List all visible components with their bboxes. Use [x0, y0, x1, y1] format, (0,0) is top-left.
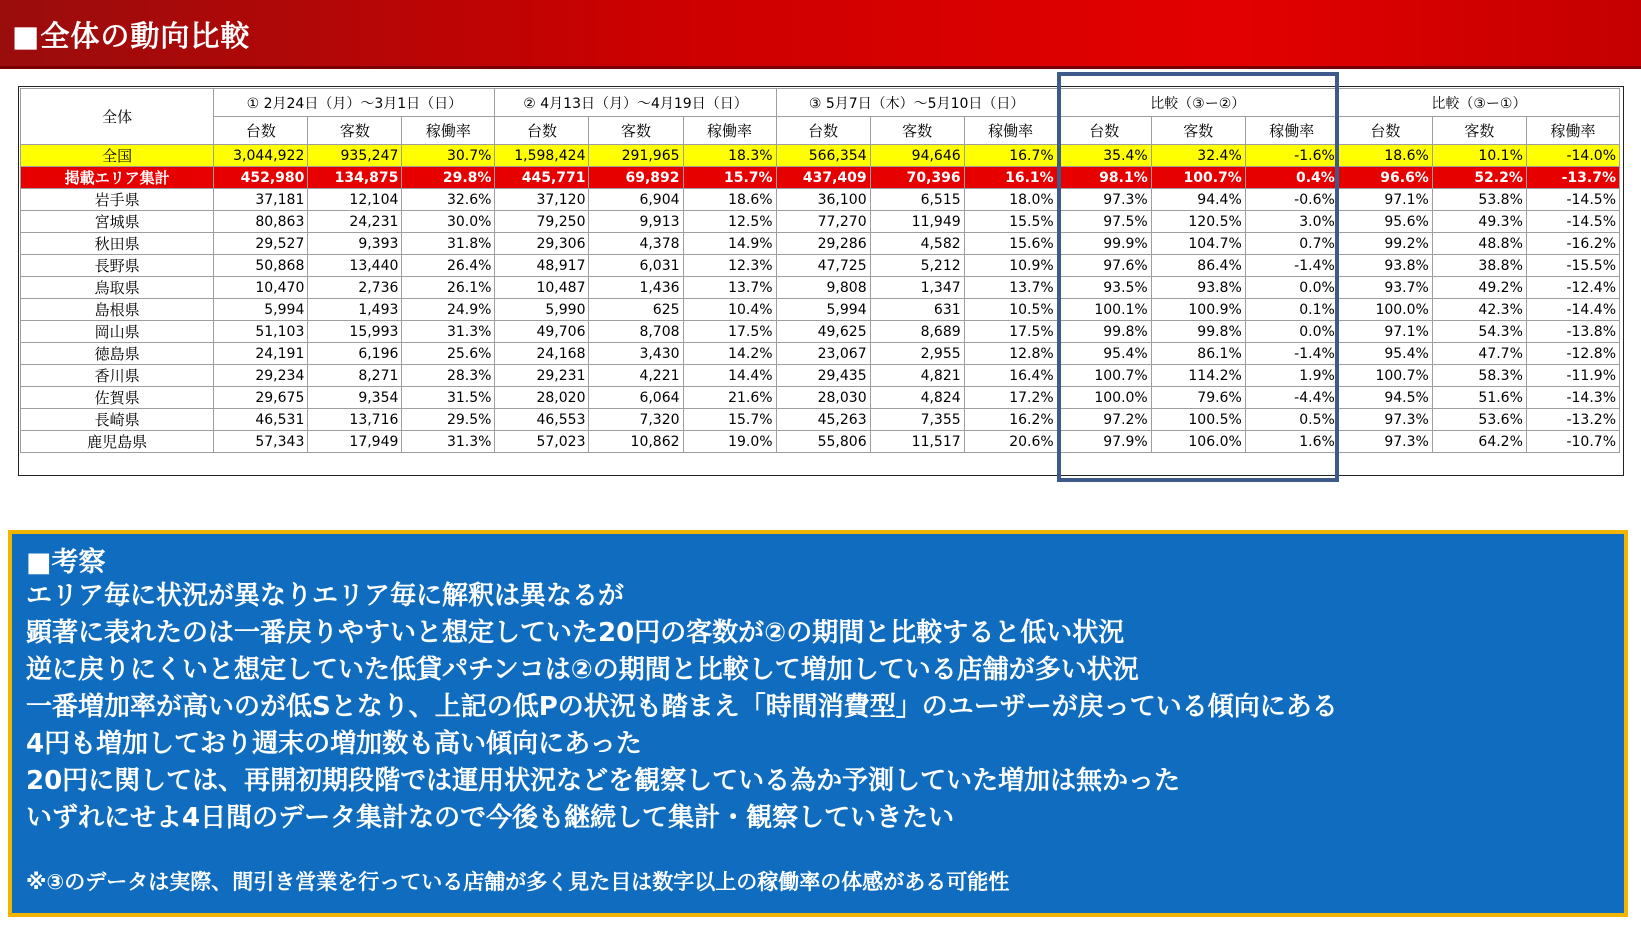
table-cell: 24,231 — [308, 211, 402, 233]
insight-line: エリア毎に状況が異なりエリア毎に解釈は異なるが — [26, 581, 625, 611]
table-cell: 93.8% — [1151, 277, 1245, 299]
column-header: 台数 — [495, 117, 589, 145]
insight-lines — [26, 578, 1338, 837]
table-cell: 99.8% — [1057, 321, 1151, 343]
table-cell: 6,515 — [870, 189, 964, 211]
table-cell: 86.4% — [1151, 255, 1245, 277]
table-cell: 21.6% — [683, 387, 776, 409]
table-cell: 9,808 — [776, 277, 870, 299]
table-row — [21, 409, 1620, 431]
table-cell: 1,493 — [308, 299, 402, 321]
row-label: 掲載エリア集計 — [21, 167, 214, 189]
table-cell: 31.8% — [402, 233, 495, 255]
table-cell: 94.5% — [1338, 387, 1432, 409]
table-cell: 97.2% — [1057, 409, 1151, 431]
table-cell: 95.6% — [1338, 211, 1432, 233]
table-cell: 17.5% — [683, 321, 776, 343]
row-label: 宮城県 — [21, 211, 214, 233]
table-cell: 26.1% — [402, 277, 495, 299]
table-cell: 15.7% — [683, 409, 776, 431]
table-cell: 18.0% — [964, 189, 1057, 211]
table-cell: 94,646 — [870, 145, 964, 167]
table-cell: 42.3% — [1432, 299, 1526, 321]
table-cell: 95.4% — [1338, 343, 1432, 365]
table-cell: 12.3% — [683, 255, 776, 277]
table-cell: 58.3% — [1432, 365, 1526, 387]
table-cell: 1.9% — [1245, 365, 1338, 387]
table-cell: 8,708 — [589, 321, 683, 343]
table-row — [21, 167, 1620, 189]
table-cell: 0.7% — [1245, 233, 1338, 255]
table-cell: 5,994 — [214, 299, 308, 321]
table-cell: 99.2% — [1338, 233, 1432, 255]
table-row — [21, 431, 1620, 453]
table-row — [21, 365, 1620, 387]
insight-line: 逆に戻りにくいと想定していた低貸パチンコは②の期間と比較して増加している店舗が多い状況 — [26, 655, 1139, 685]
table-cell: 46,531 — [214, 409, 308, 431]
table-cell: 47.7% — [1432, 343, 1526, 365]
table-cell: 12,104 — [308, 189, 402, 211]
table-cell: -11.9% — [1526, 365, 1619, 387]
table-cell: 23,067 — [776, 343, 870, 365]
column-header: 台数 — [1057, 117, 1151, 145]
table-cell: -13.2% — [1526, 409, 1619, 431]
table-cell: 97.1% — [1338, 321, 1432, 343]
table-cell: 9,393 — [308, 233, 402, 255]
table-cell: 0.0% — [1245, 277, 1338, 299]
insight-line: 一番増加率が高いのが低Sとなり、上記の低Pの状況も踏まえ「時間消費型」のユーザーが戻っている傾向にある — [26, 692, 1338, 722]
table-cell: 30.0% — [402, 211, 495, 233]
table-cell: 452,980 — [214, 167, 308, 189]
row-label: 鳥取県 — [21, 277, 214, 299]
table-cell: 16.7% — [964, 145, 1057, 167]
table-cell: 51.6% — [1432, 387, 1526, 409]
row-label: 長崎県 — [21, 409, 214, 431]
table-cell: 10,487 — [495, 277, 589, 299]
table-cell: 12.8% — [964, 343, 1057, 365]
table-cell: 69,892 — [589, 167, 683, 189]
table-cell: 70,396 — [870, 167, 964, 189]
table-cell: 50,868 — [214, 255, 308, 277]
table-cell: 6,196 — [308, 343, 402, 365]
table-cell: 14.9% — [683, 233, 776, 255]
table-cell: 11,517 — [870, 431, 964, 453]
insight-note: ※③のデータは実際、間引き営業を行っている店舗が多く見た目は数字以上の稼働率の体感がある可能性 — [26, 870, 1010, 894]
table-cell: 291,965 — [589, 145, 683, 167]
table-cell: 120.5% — [1151, 211, 1245, 233]
table-cell: 86.1% — [1151, 343, 1245, 365]
table-cell: 97.6% — [1057, 255, 1151, 277]
table-cell: 5,994 — [776, 299, 870, 321]
table-cell: 5,990 — [495, 299, 589, 321]
table-cell: 35.4% — [1057, 145, 1151, 167]
table-cell: 15.5% — [964, 211, 1057, 233]
table-cell: 10.9% — [964, 255, 1057, 277]
table-cell: 13,716 — [308, 409, 402, 431]
table-cell: 29,286 — [776, 233, 870, 255]
table-cell: 14.4% — [683, 365, 776, 387]
table-cell: 80,863 — [214, 211, 308, 233]
table-cell: 4,582 — [870, 233, 964, 255]
table-cell: 17.2% — [964, 387, 1057, 409]
table-cell: -1.6% — [1245, 145, 1338, 167]
table-cell: -14.5% — [1526, 189, 1619, 211]
table-row — [21, 145, 1620, 167]
table-cell: -1.4% — [1245, 255, 1338, 277]
table-cell: 13,440 — [308, 255, 402, 277]
table-cell: -12.4% — [1526, 277, 1619, 299]
table-cell: 20.6% — [964, 431, 1057, 453]
table-cell: 32.4% — [1151, 145, 1245, 167]
row-label: 岩手県 — [21, 189, 214, 211]
sub-header-row — [21, 117, 1620, 145]
trend-comparison-table — [20, 88, 1620, 453]
table-cell: 79.6% — [1151, 387, 1245, 409]
table-cell: 16.1% — [964, 167, 1057, 189]
table-cell: -16.2% — [1526, 233, 1619, 255]
table-cell: 51,103 — [214, 321, 308, 343]
table-cell: 17.5% — [964, 321, 1057, 343]
table-cell: 10,862 — [589, 431, 683, 453]
table-row — [21, 299, 1620, 321]
table-cell: 3,044,922 — [214, 145, 308, 167]
table-cell: 18.6% — [1338, 145, 1432, 167]
table-cell: 15.6% — [964, 233, 1057, 255]
table-cell: 97.3% — [1338, 409, 1432, 431]
table-cell: 10.4% — [683, 299, 776, 321]
table-cell: 9,913 — [589, 211, 683, 233]
table-cell: 31.3% — [402, 431, 495, 453]
table-cell: 79,250 — [495, 211, 589, 233]
table-cell: 31.5% — [402, 387, 495, 409]
row-label: 徳島県 — [21, 343, 214, 365]
table-cell: 0.4% — [1245, 167, 1338, 189]
group-header-period-3: ③ 5月7日（木）～5月10日（日） — [776, 89, 1057, 117]
row-label: 岡山県 — [21, 321, 214, 343]
table-row — [21, 277, 1620, 299]
table-cell: 17,949 — [308, 431, 402, 453]
table-cell: 566,354 — [776, 145, 870, 167]
table-cell: 29,231 — [495, 365, 589, 387]
table-cell: 48,917 — [495, 255, 589, 277]
table-cell: 2,955 — [870, 343, 964, 365]
table-cell: 134,875 — [308, 167, 402, 189]
column-header: 台数 — [214, 117, 308, 145]
table-cell: 53.6% — [1432, 409, 1526, 431]
table-cell: 100.7% — [1151, 167, 1245, 189]
table-row — [21, 211, 1620, 233]
table-cell: 96.6% — [1338, 167, 1432, 189]
table-cell: 25.6% — [402, 343, 495, 365]
table-cell: 10.5% — [964, 299, 1057, 321]
column-header: 稼働率 — [1526, 117, 1619, 145]
table-cell: 99.8% — [1151, 321, 1245, 343]
table-cell: 55,806 — [776, 431, 870, 453]
table-cell: 36,100 — [776, 189, 870, 211]
table-cell: 625 — [589, 299, 683, 321]
table-cell: 100.1% — [1057, 299, 1151, 321]
table-cell: 0.0% — [1245, 321, 1338, 343]
table-cell: 19.0% — [683, 431, 776, 453]
table-cell: 3,430 — [589, 343, 683, 365]
table-cell: 7,355 — [870, 409, 964, 431]
table-cell: 57,343 — [214, 431, 308, 453]
table-cell: 15,993 — [308, 321, 402, 343]
table-cell: 100.7% — [1057, 365, 1151, 387]
table-cell: 95.4% — [1057, 343, 1151, 365]
table-cell: 97.5% — [1057, 211, 1151, 233]
table-cell: -13.8% — [1526, 321, 1619, 343]
table-cell: 114.2% — [1151, 365, 1245, 387]
table-cell: -10.7% — [1526, 431, 1619, 453]
table-cell: 52.2% — [1432, 167, 1526, 189]
column-header: 稼働率 — [1245, 117, 1338, 145]
row-label: 佐賀県 — [21, 387, 214, 409]
table-cell: 100.0% — [1057, 387, 1151, 409]
table-cell: 11,949 — [870, 211, 964, 233]
table-cell: 49,625 — [776, 321, 870, 343]
column-header: 稼働率 — [402, 117, 495, 145]
table-cell: 9,354 — [308, 387, 402, 409]
table-cell: 93.8% — [1338, 255, 1432, 277]
table-cell: 4,824 — [870, 387, 964, 409]
table-cell: 6,904 — [589, 189, 683, 211]
table-cell: 16.2% — [964, 409, 1057, 431]
table-cell: 29,675 — [214, 387, 308, 409]
table-cell: 93.7% — [1338, 277, 1432, 299]
table-row — [21, 189, 1620, 211]
table-cell: 3.0% — [1245, 211, 1338, 233]
table-cell: 1,347 — [870, 277, 964, 299]
column-header: 稼働率 — [964, 117, 1057, 145]
table-cell: 10.1% — [1432, 145, 1526, 167]
table-cell: 38.8% — [1432, 255, 1526, 277]
table-cell: 49,706 — [495, 321, 589, 343]
table-cell: 24.9% — [402, 299, 495, 321]
table-cell: -0.6% — [1245, 189, 1338, 211]
group-header-compare-3-1: 比較（③ー①） — [1338, 89, 1619, 117]
table-cell: -14.0% — [1526, 145, 1619, 167]
table-cell: 18.6% — [683, 189, 776, 211]
table-cell: 104.7% — [1151, 233, 1245, 255]
table-cell: 100.7% — [1338, 365, 1432, 387]
table-cell: 57,023 — [495, 431, 589, 453]
table-cell: 100.9% — [1151, 299, 1245, 321]
table-cell: 4,378 — [589, 233, 683, 255]
table-cell: 64.2% — [1432, 431, 1526, 453]
column-header: 客数 — [589, 117, 683, 145]
table-cell: 8,271 — [308, 365, 402, 387]
table-cell: 100.0% — [1338, 299, 1432, 321]
row-label: 島根県 — [21, 299, 214, 321]
table-cell: 94.4% — [1151, 189, 1245, 211]
table-cell: 445,771 — [495, 167, 589, 189]
row-label: 全国 — [21, 145, 214, 167]
table-cell: 935,247 — [308, 145, 402, 167]
table-cell: -14.5% — [1526, 211, 1619, 233]
table-cell: 45,263 — [776, 409, 870, 431]
column-header: 台数 — [1338, 117, 1432, 145]
column-header: 客数 — [1432, 117, 1526, 145]
table-cell: 31.3% — [402, 321, 495, 343]
column-header: 客数 — [308, 117, 402, 145]
table-cell: 29.5% — [402, 409, 495, 431]
table-cell: -1.4% — [1245, 343, 1338, 365]
table-cell: 8,689 — [870, 321, 964, 343]
table-cell: 29,435 — [776, 365, 870, 387]
insight-line: 4円も増加しており週末の増加数も高い傾向にあった — [26, 729, 642, 759]
row-label: 鹿児島県 — [21, 431, 214, 453]
table-cell: -14.3% — [1526, 387, 1619, 409]
table-cell: 1,436 — [589, 277, 683, 299]
table-cell: 29.8% — [402, 167, 495, 189]
page-title: ■全体の動向比較 — [12, 19, 251, 53]
table-cell: 53.8% — [1432, 189, 1526, 211]
table-cell: 14.2% — [683, 343, 776, 365]
table-cell: 16.4% — [964, 365, 1057, 387]
table-cell: 13.7% — [964, 277, 1057, 299]
table-cell: 24,191 — [214, 343, 308, 365]
table-cell: -13.7% — [1526, 167, 1619, 189]
column-header: 客数 — [1151, 117, 1245, 145]
row-label: 秋田県 — [21, 233, 214, 255]
table-cell: 5,212 — [870, 255, 964, 277]
table-cell: 29,306 — [495, 233, 589, 255]
table-row — [21, 255, 1620, 277]
row-label: 香川県 — [21, 365, 214, 387]
insight-heading: ■考察 — [26, 547, 106, 578]
insight-panel — [8, 530, 1628, 917]
table-cell: 37,120 — [495, 189, 589, 211]
insight-line: いずれにせよ4日間のデータ集計なので今後も継続して集計・観察していきたい — [26, 803, 955, 833]
table-cell: 1.6% — [1245, 431, 1338, 453]
table-body — [21, 145, 1620, 453]
table-cell: 47,725 — [776, 255, 870, 277]
table-row — [21, 321, 1620, 343]
table-cell: 32.6% — [402, 189, 495, 211]
table-cell: 10,470 — [214, 277, 308, 299]
insight-line: 顕著に表れたのは一番戻りやすいと想定していた20円の客数が②の期間と比較すると低い状況 — [26, 618, 1125, 648]
corner-header: 全体 — [21, 89, 214, 145]
table-cell: 6,031 — [589, 255, 683, 277]
table-cell: 7,320 — [589, 409, 683, 431]
table-cell: 2,736 — [308, 277, 402, 299]
table-cell: 100.5% — [1151, 409, 1245, 431]
table-cell: 48.8% — [1432, 233, 1526, 255]
group-header-period-2: ② 4月13日（月）～4月19日（日） — [495, 89, 776, 117]
table-cell: 97.3% — [1057, 189, 1151, 211]
table-cell: -15.5% — [1526, 255, 1619, 277]
table-cell: 37,181 — [214, 189, 308, 211]
group-header-compare-3-2: 比較（③ー②） — [1057, 89, 1338, 117]
column-header: 台数 — [776, 117, 870, 145]
table-cell: 26.4% — [402, 255, 495, 277]
column-header: 稼働率 — [683, 117, 776, 145]
table-row — [21, 233, 1620, 255]
table-cell: 77,270 — [776, 211, 870, 233]
table-cell: 4,221 — [589, 365, 683, 387]
table-cell: 0.1% — [1245, 299, 1338, 321]
table-cell: 46,553 — [495, 409, 589, 431]
table-cell: 97.1% — [1338, 189, 1432, 211]
table-cell: -14.4% — [1526, 299, 1619, 321]
insight-line: 20円に関しては、再開初期段階では運用状況などを観察している為か予測していた増加は無かった — [26, 766, 1181, 796]
table-cell: 49.3% — [1432, 211, 1526, 233]
table-cell: 106.0% — [1151, 431, 1245, 453]
title-bar — [0, 0, 1641, 69]
table-row — [21, 343, 1620, 365]
table-cell: 1,598,424 — [495, 145, 589, 167]
table-cell: 30.7% — [402, 145, 495, 167]
table-cell: 29,527 — [214, 233, 308, 255]
group-header-period-1: ① 2月24日（月）～3月1日（日） — [214, 89, 495, 117]
table-cell: 15.7% — [683, 167, 776, 189]
table-cell: -4.4% — [1245, 387, 1338, 409]
table-row — [21, 387, 1620, 409]
table-cell: 24,168 — [495, 343, 589, 365]
table-cell: 54.3% — [1432, 321, 1526, 343]
table-cell: 98.1% — [1057, 167, 1151, 189]
table-cell: 6,064 — [589, 387, 683, 409]
table-cell: 0.5% — [1245, 409, 1338, 431]
table-cell: 28,020 — [495, 387, 589, 409]
table-cell: -12.8% — [1526, 343, 1619, 365]
row-label: 長野県 — [21, 255, 214, 277]
table-cell: 18.3% — [683, 145, 776, 167]
table-cell: 29,234 — [214, 365, 308, 387]
table-cell: 99.9% — [1057, 233, 1151, 255]
table-cell: 49.2% — [1432, 277, 1526, 299]
table-cell: 28,030 — [776, 387, 870, 409]
table-cell: 93.5% — [1057, 277, 1151, 299]
column-header: 客数 — [870, 117, 964, 145]
table-cell: 4,821 — [870, 365, 964, 387]
table-cell: 12.5% — [683, 211, 776, 233]
table-cell: 631 — [870, 299, 964, 321]
table-cell: 28.3% — [402, 365, 495, 387]
table-cell: 97.3% — [1338, 431, 1432, 453]
table-cell: 13.7% — [683, 277, 776, 299]
table-cell: 437,409 — [776, 167, 870, 189]
table-cell: 97.9% — [1057, 431, 1151, 453]
group-header-row — [21, 89, 1620, 117]
